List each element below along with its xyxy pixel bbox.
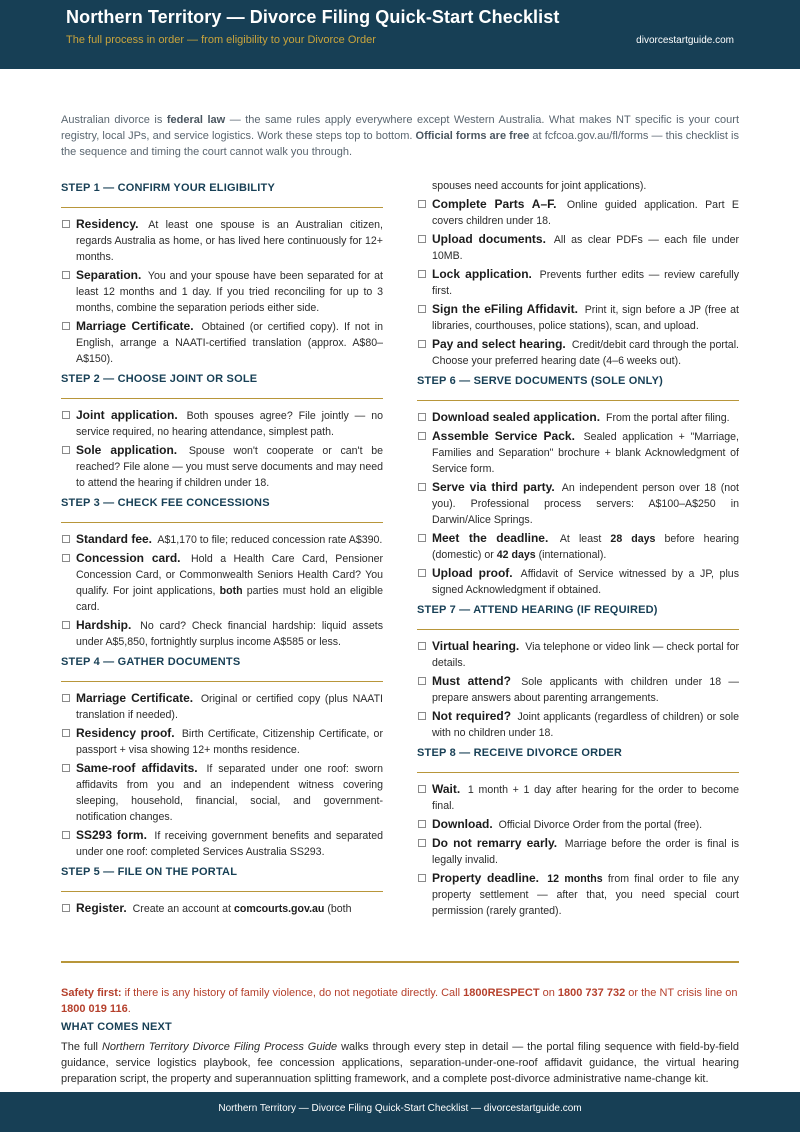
checkbox[interactable] — [62, 729, 70, 737]
checkbox[interactable] — [418, 270, 426, 278]
checklist-item: Same-roof affidavits. If separated under one roof: sworn affidavits from you and an independent witness covering sleeping, household, financial, social, and government-notification changes. — [61, 760, 383, 825]
step-7 — [417, 602, 739, 741]
step-heading: STEP 4 — GATHER DOCUMENTS — [61, 654, 383, 682]
checklist-item-continued: spouses need accounts for joint applications). — [432, 180, 647, 192]
right-column — [417, 178, 739, 923]
step-heading: STEP 6 — SERVE DOCUMENTS (SOLE ONLY) — [417, 373, 739, 401]
checklist-item: Sign the eFiling Affidavit. Print it, sign before a JP (free at libraries, courthouses, police stations), scan, and upload. — [417, 301, 739, 334]
step-heading: STEP 8 — RECEIVE DIVORCE ORDER — [417, 745, 739, 773]
checkbox[interactable] — [62, 271, 70, 279]
checkbox[interactable] — [418, 340, 426, 348]
checklist-item: Wait. 1 month + 1 day after hearing for the order to become final. — [417, 781, 739, 814]
checklist-item: Assemble Service Pack. Sealed application + "Marriage, Families and Separation" brochure + blank Acknowledgment of Service form. — [417, 428, 739, 477]
checklist-item: Serve via third party. An independent person over 18 (not you). Professional process servers: A$100–A$250 in Darwin/Alice Springs. — [417, 479, 739, 528]
step-5 — [61, 864, 383, 917]
step-4 — [61, 654, 383, 860]
checklist-item: Complete Parts A–F. Online guided application. Part E covers children under 18. — [417, 196, 739, 229]
checklist-item: Download. Official Divorce Order from the portal (free). — [417, 816, 739, 833]
checkbox[interactable] — [62, 904, 70, 912]
checkbox[interactable] — [418, 874, 426, 882]
checkbox[interactable] — [62, 220, 70, 228]
left-column — [61, 178, 383, 921]
step-heading: STEP 2 — CHOOSE JOINT OR SOLE — [61, 371, 383, 399]
safety-notice: Safety first: if there is any history of family violence, do not negotiate directly. Call 1800RESPECT on 1800 737 732 or the NT crisis line on 1800 019 116. — [61, 987, 738, 1015]
checklist-item: Register. Create an account at comcourts.gov.au (both — [61, 900, 383, 917]
step-2 — [61, 371, 383, 491]
checkbox[interactable] — [418, 200, 426, 208]
checkbox[interactable] — [62, 621, 70, 629]
checkbox[interactable] — [62, 554, 70, 562]
checkbox[interactable] — [62, 764, 70, 772]
checkbox[interactable] — [418, 413, 426, 421]
step-3 — [61, 495, 383, 650]
checklist-item: Residency proof. Birth Certificate, Citizenship Certificate, or passport + visa showing 12+ months residence. — [61, 725, 383, 758]
page-subtitle: The full process in order — from eligibility to your Divorce Order — [66, 34, 376, 46]
checkbox[interactable] — [418, 534, 426, 542]
checklist-item: Upload proof. Affidavit of Service witnessed by a JP, plus signed Acknowledgment if obtained. — [417, 565, 739, 598]
checklist-item: Lock application. Prevents further edits — review carefully first. — [417, 266, 739, 299]
step-1 — [61, 180, 383, 367]
checkbox[interactable] — [418, 677, 426, 685]
checklist-item: Hardship. No card? Check financial hardship: liquid assets under A$5,850, fortnightly surplus income A$585 or less. — [61, 617, 383, 650]
checklist-item: Sole application. Spouse won't cooperate or can't be reached? File alone — you must serve documents and may need to attend the hearing if children under 18. — [61, 442, 383, 491]
checkbox[interactable] — [62, 831, 70, 839]
checklist-item: Concession card. Hold a Health Care Card, Pensioner Concession Card, or Commonwealth Seniors Health Card? You qualify. For joint applications, both parties must hold an eligible card. — [61, 550, 383, 615]
checkbox[interactable] — [418, 432, 426, 440]
checklist-item: Pay and select hearing. Credit/debit card through the portal. Choose your preferred hearing date (4–6 weeks out). — [417, 336, 739, 369]
intro-paragraph: Australian divorce is federal law — the same rules apply everywhere except Western Australia. What makes NT specific is your court registry, local JPs, and service logistics. Work these steps top to bottom. Official forms are free at fcfcoa.gov.au/fl/forms — this checklist is the sequence and timing the court cannot walk you through. — [61, 114, 739, 158]
page-header — [0, 0, 800, 69]
checkbox[interactable] — [62, 446, 70, 454]
what-comes-next-body: The full Northern Territory Divorce Filing Process Guide walks through every step in detail — the portal filing sequence with field-by-field guidance, service logistics playbook, fee concession applications, separation-under-one-roof affidavit guidance, the virtual hearing preparation script, the property and superannuation splitting framework, and a complete post-divorce administrative name-change kit. — [61, 1041, 739, 1085]
checklist-item: Download sealed application. From the portal after filing. — [417, 409, 739, 426]
step-heading: STEP 1 — CONFIRM YOUR ELIGIBILITY — [61, 180, 383, 208]
checklist-item: Meet the deadline. At least 28 days before hearing (domestic) or 42 days (international). — [417, 530, 739, 563]
header-domain: divorcestartguide.com — [636, 35, 734, 46]
checklist-item: Upload documents. All as clear PDFs — each file under 10MB. — [417, 231, 739, 264]
checklist-item: SS293 form. If receiving government benefits and separated under one roof: completed Services Australia SS293. — [61, 827, 383, 860]
checkbox[interactable] — [418, 569, 426, 577]
checkbox[interactable] — [418, 820, 426, 828]
checklist-item: Virtual hearing. Via telephone or video link — check portal for details. — [417, 638, 739, 671]
step-heading: STEP 7 — ATTEND HEARING (IF REQUIRED) — [417, 602, 739, 630]
step-heading: STEP 3 — CHECK FEE CONCESSIONS — [61, 495, 383, 523]
section-divider — [61, 961, 739, 963]
checkbox[interactable] — [418, 785, 426, 793]
checklist-item: Do not remarry early. Marriage before the order is final is legally invalid. — [417, 835, 739, 868]
checkbox[interactable] — [418, 839, 426, 847]
checklist-item: Marriage Certificate. Original or certified copy (plus NAATI translation if needed). — [61, 690, 383, 723]
footer-text: Northern Territory — Divorce Filing Quick-Start Checklist — divorcestartguide.com — [218, 1103, 582, 1114]
checklist-item: Residency. At least one spouse is an Australian citizen, regards Australia as home, or has lived here continuously for 12+ months. — [61, 216, 383, 265]
checkbox[interactable] — [62, 535, 70, 543]
what-comes-next-heading: WHAT COMES NEXT — [61, 1021, 172, 1033]
page-title: Northern Territory — Divorce Filing Quick-Start Checklist — [66, 7, 560, 27]
checkbox[interactable] — [418, 642, 426, 650]
checklist-item: Marriage Certificate. Obtained (or certified copy). If not in English, arrange a NAATI-certified translation (approx. A$80–A$150). — [61, 318, 383, 367]
checkbox[interactable] — [418, 712, 426, 720]
page-footer — [0, 1092, 800, 1132]
checklist-item: Standard fee. A$1,170 to file; reduced concession rate A$390. — [61, 531, 383, 548]
checkbox[interactable] — [62, 322, 70, 330]
checkbox[interactable] — [418, 305, 426, 313]
checkbox[interactable] — [62, 411, 70, 419]
checkbox[interactable] — [62, 694, 70, 702]
step-6 — [417, 373, 739, 598]
checklist-item: Not required? Joint applicants (regardless of children) or sole with no children under 18. — [417, 708, 739, 741]
step-heading: STEP 5 — FILE ON THE PORTAL — [61, 864, 383, 892]
checklist-item: Joint application. Both spouses agree? File jointly — no service required, no hearing attendance, simplest path. — [61, 407, 383, 440]
step-5-continued — [417, 178, 739, 369]
checklist-item: Separation. You and your spouse have been separated for at least 12 months and 1 day. If you tried reconciling for up to 3 months, combine the separation periods either side. — [61, 267, 383, 316]
checklist-item: Must attend? Sole applicants with children under 18 — prepare answers about parenting arrangements. — [417, 673, 739, 706]
checkbox[interactable] — [418, 235, 426, 243]
step-8 — [417, 745, 739, 919]
checkbox[interactable] — [418, 483, 426, 491]
checklist-item: Property deadline. 12 months from final order to file any property settlement — after that, you need special court permission (rarely granted). — [417, 870, 739, 919]
